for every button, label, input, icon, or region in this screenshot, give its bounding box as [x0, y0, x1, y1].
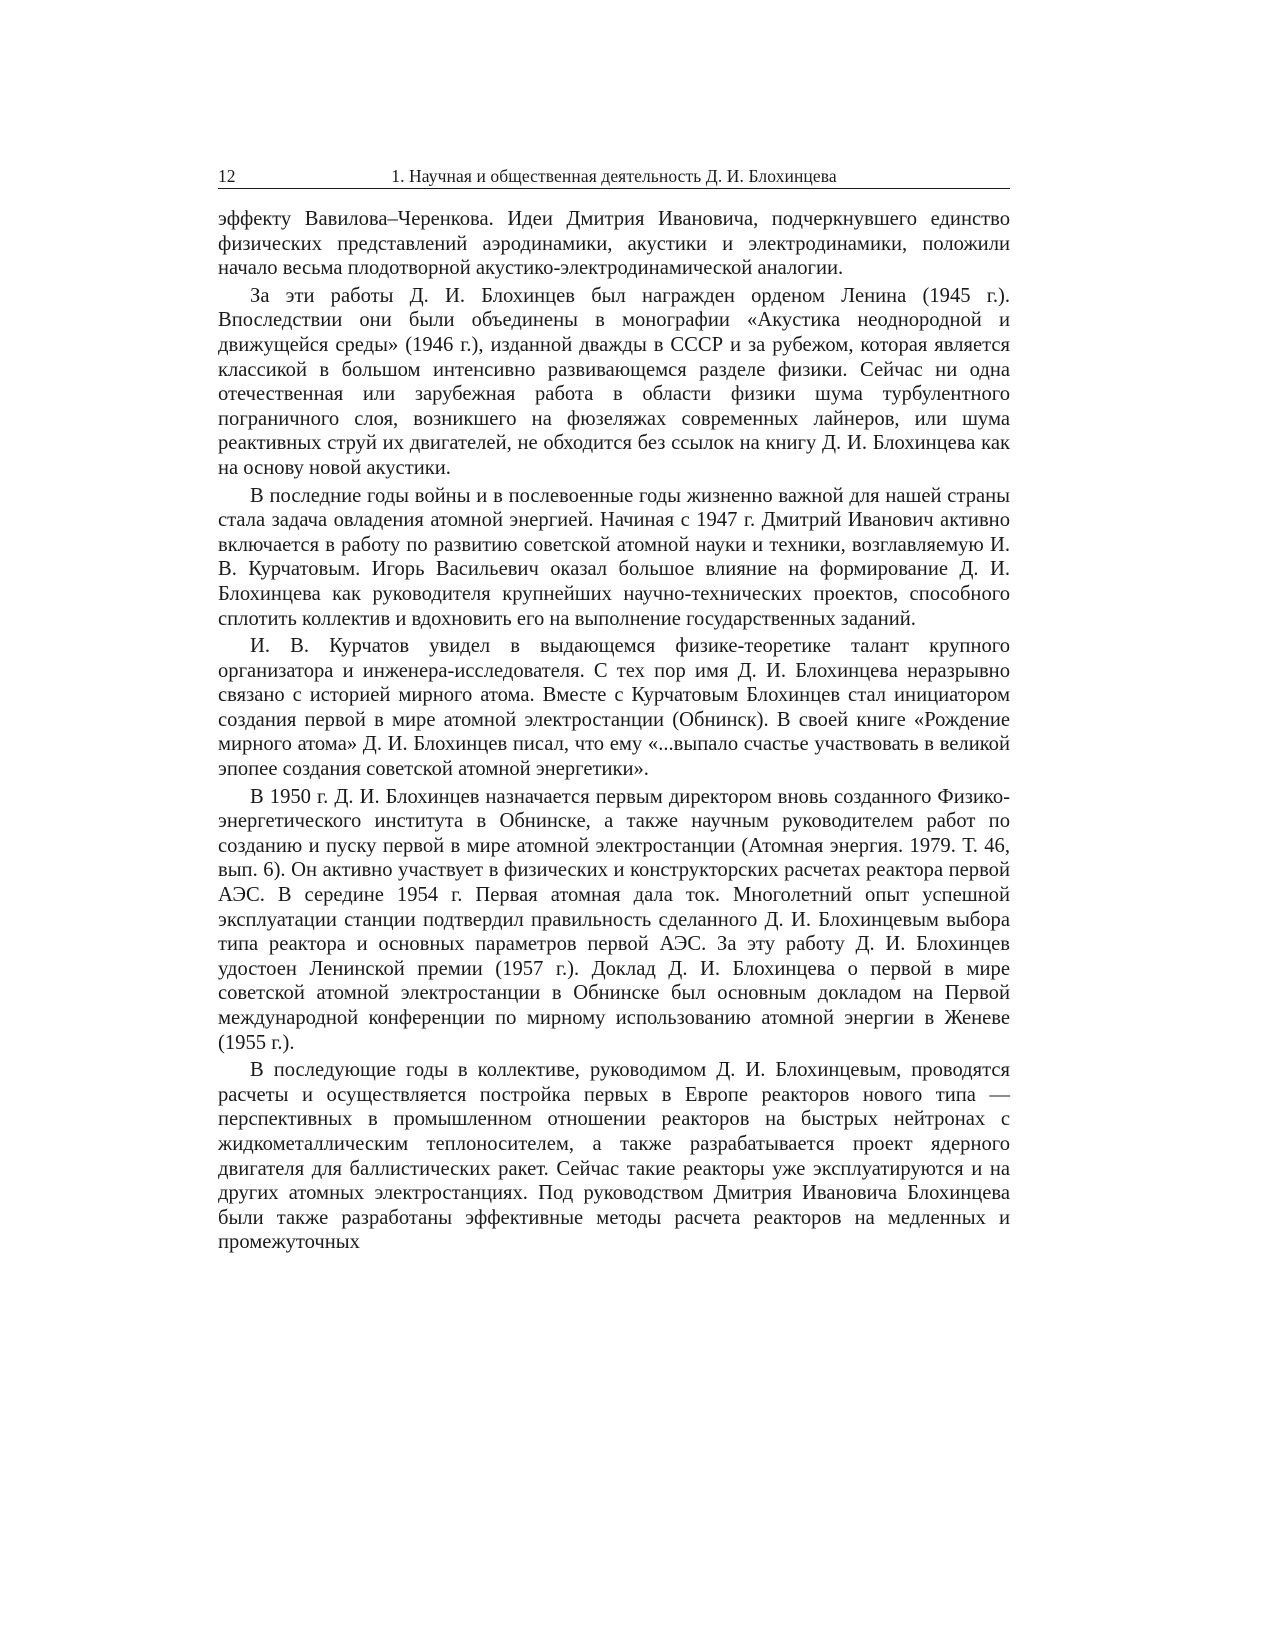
document-page	[218, 0, 1010, 1651]
body-text	[218, 207, 1010, 1258]
running-header	[218, 166, 1010, 189]
paragraph: И. В. Курчатов увидел в выдающемся физике-теоретике талант крупного организатора и инженера-исследователя. С тех пор имя Д. И. Блохинцева неразрывно связано с историей мирного атома. Вместе с Курчатовым Блохинцев стал инициатором создания первой в мире атомной электростанции (Обнинск). В своей книге «Рождение мирного атома» Д. И. Блохинцев писал, что ему «...выпало счастье участвовать в великой эпопее создания советской атомной энергетики».	[218, 635, 1010, 781]
paragraph-continued: эффекту Вавилова–Черенкова. Идеи Дмитрия Ивановича, подчеркнувшего единство физических представлений аэродинамики, акустики и электродинамики, положили начало весьма плодотворной акустико-электродинамической аналогии.	[218, 208, 1010, 280]
paragraph: За эти работы Д. И. Блохинцев был награжден орденом Ленина (1945 г.). Впоследствии они были объединены в монографии «Акустика неоднородной и движущейся среды» (1946 г.), изданной дважды в СССР и за рубежом, которая является классикой в большом интенсивно развивающемся разделе физики. Сейчас ни одна отечественная или зарубежная работа в области физики шума турбулентного пограничного слоя, возникшего на фюзеляжах современных лайнеров, или шума реактивных струй их двигателей, не обходится без ссылок на книгу Д. И. Блохинцева как на основу новой акустики.	[218, 284, 1010, 479]
page-number: 12	[218, 166, 236, 186]
paragraph-continues: В последующие годы в коллективе, руководимом Д. И. Блохинцевым, проводятся расчеты и осуществляется постройка первых в Европе реакторов нового типа — перспективных в промышленном отношении реакторов на быстрых нейтронах с жидкометаллическим теплоносителем, а также разрабатывается проект ядерного двигателя для баллистических ракет. Сейчас такие реакторы уже эксплуатируются и на других атомных электростанциях. Под руководством Дмитрия Ивановича Блохинцева были также разработаны эффективные методы расчета реакторов на медленных и промежуточных	[218, 1059, 1010, 1254]
paragraph: В 1950 г. Д. И. Блохинцев назначается первым директором вновь созданного Физико-энергетического института в Обнинске, а также научным руководителем работ по созданию и пуску первой в мире атомной электростанции (Атомная энергия. 1979. Т. 46, вып. 6). Он активно участвует в физических и конструкторских расчетах реактора первой АЭС. В середине 1954 г. Первая атомная дала ток. Многолетний опыт успешной эксплуатации станции подтвердил правильность сделанного Д. И. Блохинцевым выбора типа реактора и основных параметров первой АЭС. За эту работу Д. И. Блохинцев удостоен Ленинской премии (1957 г.). Доклад Д. И. Блохинцева о первой в мире советской атомной электростанции в Обнинске был основным докладом на Первой международной конференции по мирному использованию атомной энергии в Женеве (1955 г.).	[218, 785, 1010, 1054]
paragraph: В последние годы войны и в послевоенные годы жизненно важной для нашей страны стала задача овладения атомной энергией. Начиная с 1947 г. Дмитрий Иванович активно включается в работу по развитию советской атомной науки и техники, возглавляемую И. В. Курчатовым. Игорь Васильевич оказал большое влияние на формирование Д. И. Блохинцева как руководителя крупнейших научно-технических проектов, способного сплотить коллектив и вдохновить его на выполнение государственных заданий.	[218, 484, 1010, 630]
running-title: 1. Научная и общественная деятельность Д. И. Блохинцева	[391, 166, 837, 186]
